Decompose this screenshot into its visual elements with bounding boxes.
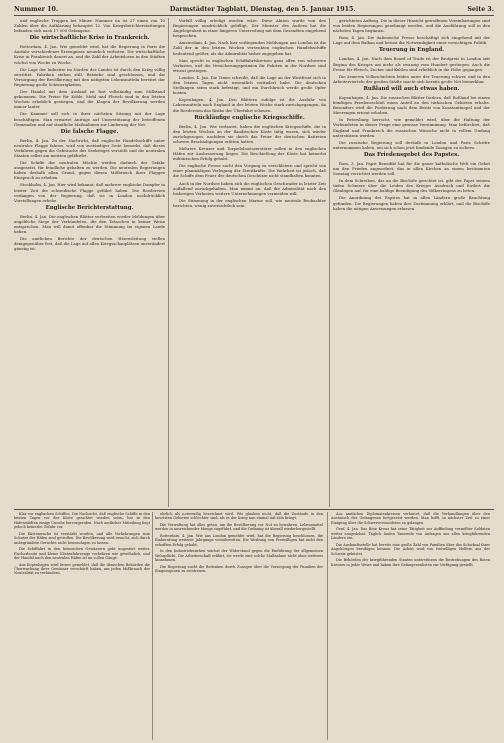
article-paragraph: und englische Truppen bei Mäuer. Nummer 6a ist 27 einen von 10 Zahlen über die Aufklärung behauptet 12. Von Kriegsberichterstattungen befanden sich nach 17 000 Gefangene. bbox=[14, 18, 165, 34]
article-paragraph: Der Handel mit dem Ausland ist fast vollständig zum Stillstand gekommen. Die Preise für Kohle, Mehl und Fleisch sind in den letzten Wochen erheblich gestiegen, und die Klagen der Bevölkerung werden immer lauter. bbox=[14, 89, 165, 110]
article-paragraph: Kopenhagen, 4. Jan. Den Blättern zufolge ist die Ausfuhr von Lebensmitteln nach England in der letzten Woche stark zurückgegangen, da die Reedereien das Risiko der Überfahrt scheuen. bbox=[173, 97, 326, 113]
section-heading: Rückläufige englische Kriegsschiffe. bbox=[194, 114, 305, 121]
section-heading: Das Friedensgebet des Papstes. bbox=[363, 151, 460, 158]
article-paragraph: Vorfall völlig erledigt worden wäre. Diese Aktion wurde von den Regierungen ausdrücklich gebilligt. Der Minister des Äußern hat die Angelegenheit in einer längeren Unterredung mit dem Gesandten eingehend besprochen. bbox=[173, 18, 326, 39]
article-paragraph: In Petersburg herrscht, wie gemeldet wird, über die Haltung der Verbündeten in dieser Frage eine gewisse Verstimmung. Man befürchtet, daß England und Frankreich die russischen Wünsche nicht in vollem Umfang unterstützen werden. bbox=[333, 117, 490, 138]
feuilleton-paragraph: Die Auskunftsstelle hat bereits eine große Zahl von Familien über das Schicksal ihrer Angehörigen beruhigen können. Die Arbeit wird von freiwilligen Helfern aus der Schweiz geleistet. bbox=[331, 542, 490, 556]
section-heading: Die falsche Flagge. bbox=[60, 128, 119, 135]
feuilleton-paragraph: In den Industriebezirken wächst der Widerstand gegen die Einführung der allgemeinen Wehrpflicht. Die Arbeiterschaft erklärt, sie werde eine solche Maßnahme nicht ohne weiteres hinnehmen. bbox=[155, 549, 323, 563]
article-paragraph: London, 4. Jan. Nach dem Board of Trade ist der Brotpreis in London seit Beginn des Krieges um mehr als zwanzig vom Hundert gestiegen. Auch die Preise für Fleisch, Zucker und Kohlen sind erheblich in die Höhe gegangen. bbox=[333, 56, 490, 72]
article-paragraph: Kopenhagen, 4. Jan. Die russischen Blätter fordern, daß Rußland bei einem künftigen Friedensschluß einen Anteil an den türkischen Gebieten erhalte. Besonders wird die Forderung nach dem Besitz von Konstantinopel und der Meerengen erneut erhoben. bbox=[333, 94, 490, 116]
bottom-column-3 bbox=[331, 512, 490, 740]
article-paragraph: Die englische Presse sucht den Vorgang zu verschleiern und spricht von einer planmäßigen Verlegung der Streitkräfte. Die Wahrheit ist jedoch, daß die Schiffe dem Feuer der deutschen Geschütze nicht standhalten konnten. bbox=[173, 163, 326, 179]
page-header bbox=[14, 3, 494, 15]
article-paragraph: Berlin, 4. Jan. Die englischen Blätter verbreiten wieder Meldungen über angebliche Siege der Verbündeten, die den Tatsachen in keiner Weise entsprechen. Man will damit offenbar die Stimmung im eigenen Lande heben. bbox=[14, 213, 165, 235]
page-number: Seite 3. bbox=[467, 5, 494, 13]
article-paragraph: In dem Schreiben, das an die Bischöfe gerichtet ist, gibt der Papst seinem tiefen Schmerz über die Leiden des Krieges Ausdruck und fordert die Gläubigen auf, für eine baldige Beendigung des Völkerringens zu beten. bbox=[333, 178, 490, 194]
article-paragraph: London, 4. Jan. Die Times schreibt, daß die Lage an der Westfront sich in den letzten Tagen nicht wesentlich verändert habe. Die deutschen Stellungen seien stark befestigt, und ein Durchbruch werde große Opfer kosten. bbox=[173, 74, 326, 96]
article-paragraph: Die russische Regierung soll deshalb in London und Paris Schritte unternommen haben, um sich schon jetzt bindende Zusagen zu sichern. bbox=[333, 139, 490, 150]
article-paragraph: Stockholm, 4. Jan. Hier wird bekannt, daß mehrere englische Dampfer in letzter Zeit die schwedische Flagge geführt haben. Die Reedereien verlangen von der Regierung, daß sie in London nachdrücklich Vorstellungen erhebe. bbox=[14, 182, 165, 203]
section-heading: Teuerung in England. bbox=[378, 47, 445, 54]
article-paragraph: Die ärmeren Volksschichten leiden unter der Teuerung schwer, und in den Arbeitervierteln der großen Städte macht sich bereits große Not bemerkbar. bbox=[333, 73, 490, 84]
feuilleton-paragraph: ehrlich als notwendig bezeichnet wird. Wir glauben nicht, daß die Zustände in den besetzten Gebieten schlechter sind, als es der Krieg nun einmal mit sich bringt. bbox=[155, 512, 323, 521]
column-separator bbox=[327, 512, 328, 740]
article-paragraph: Die Kammer soll sich in ihrer nächsten Sitzung mit der Lage beschäftigen. Man erwartet Anträge auf Unterstützung der betroffenen Gemeinden und auf staatliche Maßnahmen zur Linderung der Not. bbox=[14, 111, 165, 127]
feuilleton-paragraph: Aus Kopenhagen wird ferner gemeldet, daß die dänischen Behörden die Überwachung ihrer Gewässer verschärft haben, um jeden Mißbrauch der Neutralität zu verhindern. bbox=[14, 562, 150, 576]
article-paragraph: Die Stimmung in der englischen Marine soll, wie neutrale Beobachter berichten, wenig zuversichtlich sein. bbox=[173, 197, 326, 208]
top-column-2 bbox=[173, 18, 326, 507]
feuilleton-paragraph: Rotterdam, 4. Jan. Wie aus London gemeldet wird, hat die Regierung beschlossen, die Einberufung weiterer Jahrgänge vorzubereiten. Die Werbung von Freiwilligen hat nicht den erhofften Erfolg gehabt. bbox=[155, 533, 323, 547]
article-paragraph: Die Anordnung des Papstes hat in allen Ländern große Beachtung gefunden. Die Regierungen haben ihre Zustimmung erklärt, und die Bischöfe haben die nötigen Anweisungen erlassen. bbox=[333, 195, 490, 211]
feuilleton-paragraph: Klar vor englischen Schiffen. Die Nachricht, daß englische Schiffe in den letzten Tagen vor der Küste gesichtet worden seien, hat in den Hafenstädten einige Unruhe hervorgerufen. Nach amtlicher Mitteilung liegt jedoch keinerlei Gefahr vor. bbox=[14, 512, 150, 530]
issue-number: Nummer 10. bbox=[14, 5, 59, 13]
masthead-date: Darmstädter Tagblatt, Dienstag, den 5. Januar 1915. bbox=[169, 5, 356, 13]
section-heading: Rußland will auch etwas haben. bbox=[363, 85, 460, 92]
top-column-1 bbox=[14, 18, 165, 507]
feuilleton-paragraph: Die Schiffahrt in den heimischen Gewässern geht ungestört weiter. Fischerboote und kleine Küstenfahrzeuge verkehren wie gewöhnlich, und der Handel nach den neutralen Häfen ist im vollen Gange. bbox=[14, 547, 150, 561]
article-paragraph: Man spricht in englischen Schiffahrtskreisen ganz offen von schweren Verlusten, und die Versicherungsprämien für Fahrten in der Nordsee sind erneut gestiegen. bbox=[173, 57, 326, 73]
column-separator bbox=[168, 18, 169, 507]
column-separator bbox=[329, 18, 330, 507]
article-paragraph: Berlin, 4. Jan. Wie verlautet, haben die englischen Kriegsschiffe, die in den letzten Wochen an der flandrischen Küste tätig waren, sich wieder zurückgezogen, nachdem sie durch das Feuer der deutschen Batterien schwere Beschädigungen erlitten hatten. bbox=[173, 123, 326, 144]
feuilleton-paragraph: Genf, 4. Jan. Das Rote Kreuz hat seine Tätigkeit zur Auffindung vermißter Soldaten weiter ausgedehnt. Täglich laufen Tausende von Anfragen aus allen kriegführenden Ländern ein. bbox=[331, 527, 490, 541]
feuilleton-paragraph: Die Küstenwache ist verstärkt worden, und alle Vorkehrungen zum Schutze der Häfen sind getroffen. Die Bevölkerung wird ersucht, sich durch unbegründete Gerüchte nicht beunruhigen zu lassen. bbox=[14, 531, 150, 545]
column-separator bbox=[152, 512, 153, 740]
bottom-column-2 bbox=[155, 512, 323, 740]
top-column-3 bbox=[333, 18, 490, 507]
feuilleton-paragraph: Die Regierung sucht die Bedenken durch Zusagen über die Versorgung der Familien der Eingezogenen zu zerstreuen. bbox=[155, 564, 323, 573]
article-paragraph: Rotterdam, 4. Jan. Wie gemeldet wird, hat die Regierung in Paris die Ausfuhr verschiedener Erzeugnisse neuerlich verboten. Die wirtschaftliche Krise in Frankreich dauert an, und die Zahl der Arbeitslosen in den Städten wächst von Woche zu Woche. bbox=[14, 44, 165, 65]
bottom-column-1 bbox=[14, 512, 150, 740]
section-heading: Die wirtschaftliche Krise in Frankreich. bbox=[29, 35, 150, 42]
header-rule bbox=[14, 15, 494, 16]
feuilleton-paragraph: Die Behörden der kriegführenden Staaten unterstützen die Bestrebungen des Roten Kreuzes in jeder Weise und haben ihre Gefangenenlisten zur Verfügung gestellt. bbox=[331, 558, 490, 567]
article-paragraph: Rom, 4. Jan. Die italienische Presse beschäftigt sich eingehend mit der Lage auf dem Balkan und betont die Notwendigkeit einer vorsichtigen Politik. bbox=[333, 35, 490, 46]
article-paragraph: Auch in der Nordsee haben sich die englischen Geschwader in letzter Zeit auffallend zurückgehalten. Man nimmt an, daß die Admiralität nach den bisherigen Verlusten weitere Unternehmungen vermeiden will. bbox=[173, 180, 326, 196]
article-paragraph: Rom, 3. Jan. Papst Benedikt hat für die ganze katholische Welt ein Gebet um den Frieden angeordnet, das in allen Kirchen an einem bestimmten Sonntag verrichtet werden soll. bbox=[333, 160, 490, 177]
article-paragraph: Die Lage der Industrie im Norden des Landes ist durch den Krieg völlig zerrüttet. Fabriken stehen still, Betriebe sind geschlossen, und die Versorgung der Bevölkerung mit den nötigsten Lebensmitteln bereitet der Regierung große Schwierigkeiten. bbox=[14, 66, 165, 87]
article-paragraph: Die amtlichen Berichte der deutschen Heeresleitung stellen demgegenüber fest, daß die Lage auf allen Kriegsschauplätzen unverändert günstig ist. bbox=[14, 236, 165, 252]
feuilleton-rule bbox=[14, 509, 494, 510]
article-paragraph: Amsterdam, 4. Jan. Nach hier vorliegenden Meldungen aus London ist die Zahl der in den letzten Wochen versenkten englischen Handelsschiffe bedeutend größer, als die Admiralität bisher zugegeben hat. bbox=[173, 40, 326, 56]
feuilleton-paragraph: Die Verwaltung hat alles getan, um die Bevölkerung vor Not zu bewahren. Lebensmittel werden in ausreichender Menge zugeführt, und die Ordnung ist überall wiederhergestellt. bbox=[155, 522, 323, 532]
article-paragraph: Mehrere Kreuzer und Torpedobootszerstörer sollen in den englischen Häfen zur Ausbesserung liegen. Die Beschießung der Küste hat keinerlei militärischen Erfolg gehabt. bbox=[173, 145, 326, 162]
section-heading: Englische Berichterstattung. bbox=[45, 204, 134, 211]
article-paragraph: Die Schiffe der neutralen Mächte werden dadurch der Gefahr ausgesetzt, für feindliche gehalten zu werden. Die neutralen Regierungen haben deshalb allen Grund, gegen diesen Mißbrauch ihrer Flaggen Einspruch zu erheben. bbox=[14, 160, 165, 181]
article-paragraph: Berlin, 4. Jan. Zu der Nachricht, daß englische Handelsschiffe unter neutraler Flagge fahren, wird von zuständiger Seite bemerkt, daß dieses Verfahren gegen die Gebräuche des Seekrieges verstößt und die neutralen Staaten selbst am meisten gefährdet. bbox=[14, 137, 165, 158]
feuilleton-paragraph: Aus amtlichen Diplomatenkreisen verlautet, daß die Verhandlungen über den Austausch der Gefangenen fortgesetzt werden. Man hofft, in nächster Zeit zu einer Einigung über die Schwerverwundeten zu gelangen. bbox=[331, 512, 490, 525]
article-paragraph: gerichteten Auftrag. Die in dieser Hinsicht getroffenen Vereinbarungen sind von beiden Regierungen genehmigt worden, und die Ausführung soll in den nächsten Tagen beginnen. bbox=[333, 18, 490, 34]
